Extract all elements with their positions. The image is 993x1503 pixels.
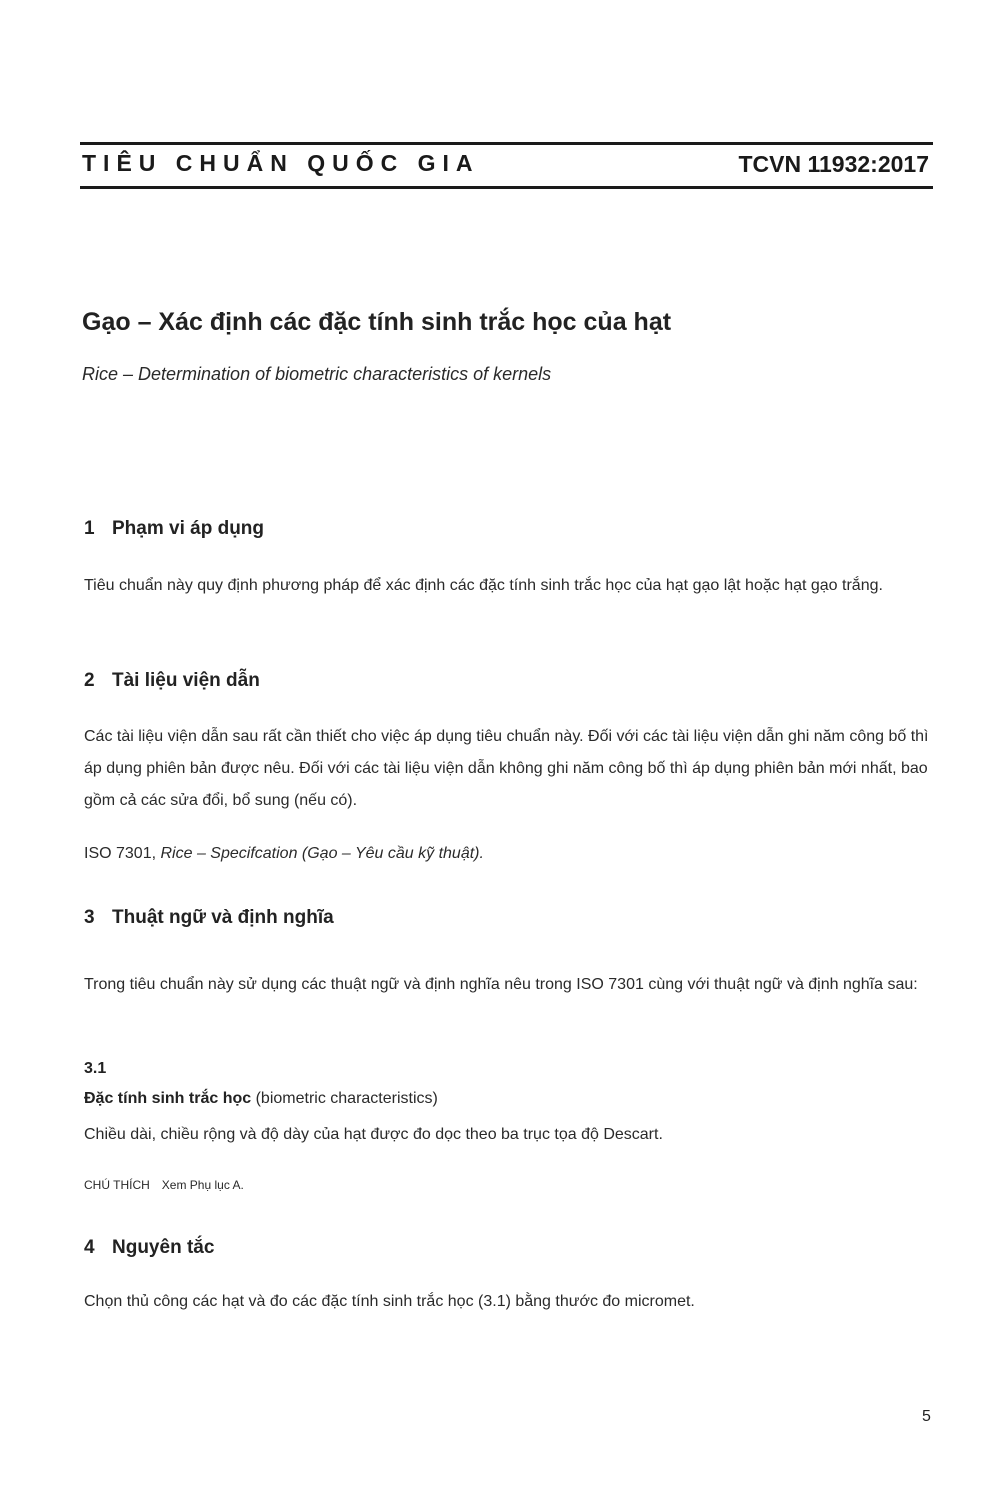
note-text: Xem Phụ lục A. xyxy=(161,1178,244,1192)
section-title: Thuật ngữ và định nghĩa xyxy=(112,907,334,928)
document-subtitle: Rice – Determination of biometric characteristics of kernels xyxy=(82,364,552,384)
header-top-rule xyxy=(80,142,933,145)
section-number: 3 xyxy=(84,907,95,928)
section-number: 1 xyxy=(84,518,95,539)
normative-reference xyxy=(84,838,934,870)
term-name: Đặc tính sinh trắc học xyxy=(84,1090,252,1107)
section-3-heading xyxy=(84,907,334,929)
subsection-number: 3.1 xyxy=(84,1060,107,1077)
term-english: (biometric characteristics) xyxy=(251,1090,438,1107)
note xyxy=(84,1178,244,1192)
term-entry xyxy=(84,1090,438,1108)
section-2-paragraph: Các tài liệu viện dẫn sau rất cần thiết cho việc áp dụng tiêu chuẩn này. Đối với các tài liệu viện dẫn ghi năm công bố thì áp dụng phiên bản được nêu. Đối với các tài liệu viện dẫn không ghi năm công bố thì áp dụng phiên bản mới nhất, bao gồm cả các sửa đổi, bổ sung (nếu có). xyxy=(84,728,929,809)
term-definition: Chiều dài, chiều rộng và độ dày của hạt được đo dọc theo ba trục tọa độ Descart. xyxy=(84,1126,663,1143)
reference-title: Rice – Specifcation (Gạo – Yêu cầu kỹ thuật). xyxy=(160,845,484,862)
section-1-paragraph: Tiêu chuẩn này quy định phương pháp để xác định các đặc tính sinh trắc học của hạt gạo lật hoặc hạt gạo trắng. xyxy=(84,577,883,594)
section-title: Nguyên tắc xyxy=(112,1237,215,1258)
section-number: 4 xyxy=(84,1237,95,1258)
section-3-paragraph: Trong tiêu chuẩn này sử dụng các thuật ngữ và định nghĩa nêu trong ISO 7301 cùng với thuật ngữ và định nghĩa sau: xyxy=(84,976,918,993)
section-2-heading xyxy=(84,670,260,692)
section-1-heading xyxy=(84,518,264,540)
document-title: Gạo – Xác định các đặc tính sinh trắc học của hạt xyxy=(82,308,672,336)
note-label: CHÚ THÍCH xyxy=(84,1178,150,1192)
page-number: 5 xyxy=(922,1408,931,1425)
section-number: 2 xyxy=(84,670,95,691)
header-bottom-rule xyxy=(80,186,933,189)
section-title: Tài liệu viện dẫn xyxy=(112,670,260,691)
section-4-heading xyxy=(84,1237,214,1259)
section-title: Phạm vi áp dụng xyxy=(112,518,265,539)
reference-code: ISO 7301, xyxy=(84,845,161,862)
section-4-paragraph: Chọn thủ công các hạt và đo các đặc tính sinh trắc học (3.1) bằng thước đo micromet. xyxy=(84,1293,695,1310)
standard-series-label: TIÊU CHUẨN QUỐC GIA xyxy=(82,150,480,176)
standard-code: TCVN 11932:2017 xyxy=(738,151,929,177)
